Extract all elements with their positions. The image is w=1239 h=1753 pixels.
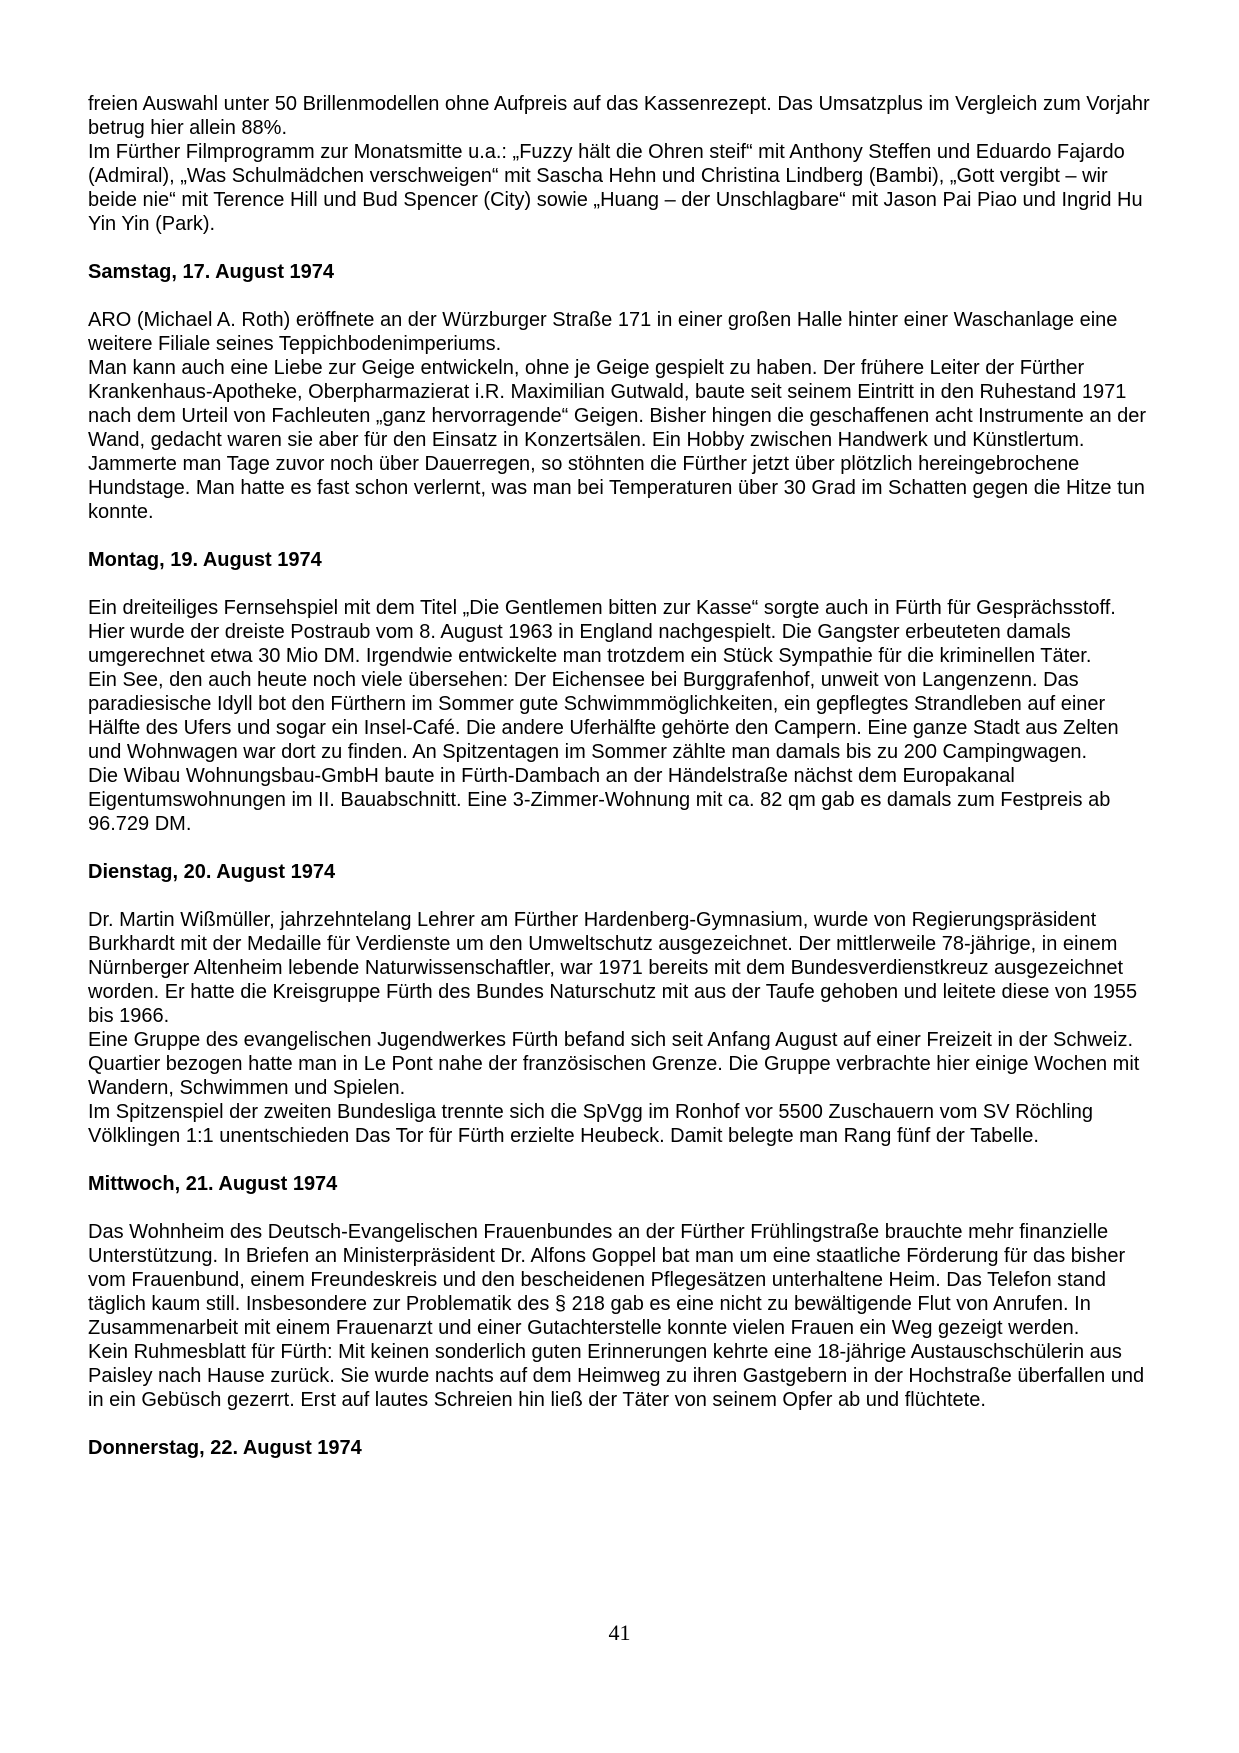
paragraph: Eine Gruppe des evangelischen Jugendwerkes Fürth befand sich seit Anfang August auf einer Freizeit in der Schweiz. Quartier bezogen hatte man in Le Pont nahe der französischen Grenze. Die Gruppe verbrachte hier einige Wochen mit Wandern, Schwimmen und Spielen. [88, 1029, 1140, 1099]
paragraph: Kein Ruhmesblatt für Fürth: Mit keinen sonderlich guten Erinnerungen kehrte eine 18-jährige Austauschschülerin aus Paisley nach Hause zurück. Sie wurde nachts auf dem Heimweg zu ihren Gastgebern in der Hochstraße überfallen und in ein Gebüsch gezerrt. Erst auf lautes Schreien hin ließ der Täter von seinem Opfer ab und flüchtete. [88, 1341, 1145, 1411]
page-number: 41 [608, 1620, 631, 1645]
paragraph: freien Auswahl unter 50 Brillenmodellen ohne Aufpreis auf das Kassenrezept. Das Umsatzplus im Vergleich zum Vorjahr betrug hier allein 88%. [88, 93, 1150, 139]
paragraph: Ein dreiteiliges Fernsehspiel mit dem Titel „Die Gentlemen bitten zur Kasse“ sorgte auch in Fürth für Gesprächsstoff. Hier wurde der dreiste Postraub vom 8. August 1963 in England nachgespielt. Die Gangster erbeuteten damals umgerechnet etwa 30 Mio DM. Irgendwie entwickelte man trotzdem ein Stück Sympathie für die kriminellen Täter. [88, 597, 1116, 667]
paragraph: Die Wibau Wohnungsbau-GmbH baute in Fürth-Dambach an der Händelstraße nächst dem Europakanal Eigentumswohnungen im II. Bauabschnitt. Eine 3-Zimmer-Wohnung mit ca. 82 qm gab es damals zum Festpreis ab 96.729 DM. [88, 765, 1111, 835]
paragraph: Dr. Martin Wißmüller, jahrzehntelang Lehrer am Fürther Hardenberg-Gymnasium, wurde von Regierungspräsident Burkhardt mit der Medaille für Verdienste um den Umweltschutz ausgezeichnet. Der mittlerweile 78-jährige, in einem Nürnberger Altenheim lebende Naturwissenschaftler, war 1971 bereits mit dem Bundesverdienstkreuz ausgezeichnet worden. Er hatte die Kreisgruppe Fürth des Bundes Naturschutz mit aus der Taufe gehoben und leitete diese von 1955 bis 1966. [88, 909, 1138, 1027]
section-heading: Donnerstag, 22. August 1974 [88, 1437, 362, 1459]
paragraph: Ein See, den auch heute noch viele übersehen: Der Eichensee bei Burggrafenhof, unweit von Langenzenn. Das paradiesische Idyll bot den Fürthern im Sommer gute Schwimmmöglichkeiten, ein gepflegtes Strandleben auf einer Hälfte des Ufers und sogar ein Insel-Café. Die andere Uferhälfte gehörte den Campern. Eine ganze Stadt aus Zelten und Wohnwagen war dort zu finden. An Spitzentagen im Sommer zählte man damals bis zu 200 Campingwagen. [88, 669, 1119, 763]
paragraph: Im Spitzenspiel der zweiten Bundesliga trennte sich die SpVgg im Ronhof vor 5500 Zuschauern vom SV Röchling Völklingen 1:1 unentschieden Das Tor für Fürth erzielte Heubeck. Damit belegte man Rang fünf der Tabelle. [88, 1101, 1093, 1147]
document-content [88, 92, 1156, 1484]
paragraph: Jammerte man Tage zuvor noch über Dauerregen, so stöhnten die Fürther jetzt über plötzlich hereingebrochene Hundstage. Man hatte es fast schon verlernt, was man bei Temperaturen über 30 Grad im Schatten gegen die Hitze tun konnte. [88, 453, 1145, 523]
section-heading: Mittwoch, 21. August 1974 [88, 1173, 338, 1195]
paragraph: Das Wohnheim des Deutsch-Evangelischen Frauenbundes an der Fürther Frühlingstraße brauchte mehr finanzielle Unterstützung. In Briefen an Ministerpräsident Dr. Alfons Goppel bat man um eine staatliche Förderung für das bisher vom Frauenbund, einem Freundeskreis und den bescheidenen Pflegesätzen unterhaltene Heim. Das Telefon stand täglich kaum still. Insbesondere zur Problematik des § 218 gab es eine nicht zu bewältigende Flut von Anrufen. In Zusammenarbeit mit einem Frauenarzt und einer Gutachterstelle konnte vielen Frauen ein Weg gezeigt werden. [88, 1221, 1126, 1339]
section-heading: Montag, 19. August 1974 [88, 549, 322, 571]
paragraph: Im Fürther Filmprogramm zur Monatsmitte u.a.: „Fuzzy hält die Ohren steif“ mit Anthony Steffen und Eduardo Fajardo (Admiral), „Was Schulmädchen verschweigen“ mit Sascha Hehn und Christina Lindberg (Bambi), „Gott vergibt – wir beide nie“ mit Terence Hill und Bud Spencer (City) sowie „Huang – der Unschlagbare“ mit Jason Pai Piao und Ingrid Hu Yin Yin (Park). [88, 141, 1143, 235]
section-heading: Dienstag, 20. August 1974 [88, 861, 336, 883]
section-heading: Samstag, 17. August 1974 [88, 261, 335, 283]
paragraph: ARO (Michael A. Roth) eröffnete an der Würzburger Straße 171 in einer großen Halle hinter einer Waschanlage eine weitere Filiale seines Teppichbodenimperiums. [88, 309, 1118, 355]
paragraph: Man kann auch eine Liebe zur Geige entwickeln, ohne je Geige gespielt zu haben. Der frühere Leiter der Fürther Krankenhaus-Apotheke, Oberpharmazierat i.R. Maximilian Gutwald, baute seit seinem Eintritt in den Ruhestand 1971 nach dem Urteil von Fachleuten „ganz hervorragende“ Geigen. Bisher hingen die geschaffenen acht Instrumente an der Wand, gedacht waren sie aber für den Einsatz in Konzertsälen. Ein Hobby zwischen Handwerk und Künstlertum. [88, 357, 1147, 451]
